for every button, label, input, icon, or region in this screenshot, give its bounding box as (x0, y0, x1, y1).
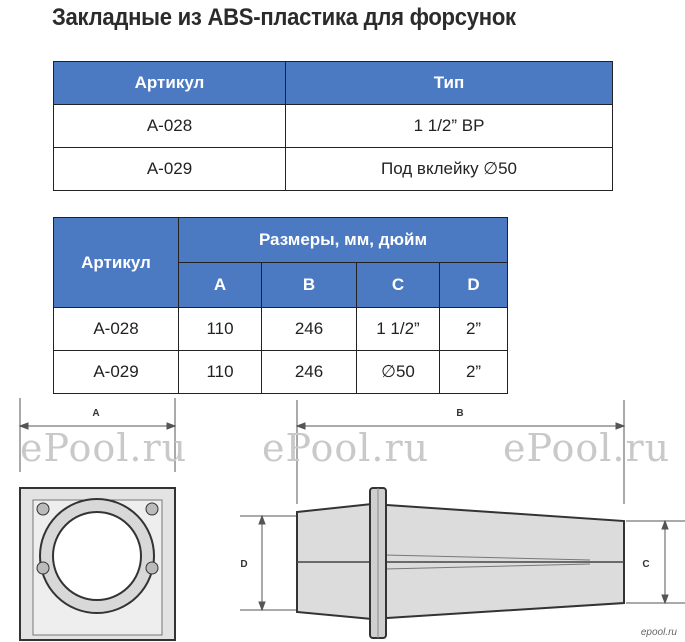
screw-hole-icon (37, 562, 49, 574)
watermark: ePool.ru (262, 426, 430, 470)
table-header-row (54, 218, 508, 263)
cell-a: 110 (179, 351, 262, 394)
watermark: ePool.ru (20, 426, 188, 470)
table-header-row (54, 62, 613, 105)
types-table (53, 61, 613, 191)
dimensions-table (53, 217, 508, 394)
column-header-c: C (357, 263, 440, 308)
cell-article: A-029 (54, 351, 179, 394)
watermark: ePool.ru (503, 426, 671, 470)
page-title: Закладные из ABS-пластика для форсунок (52, 4, 516, 31)
bore-circle (53, 512, 141, 600)
dimension-label-d: D (240, 559, 248, 570)
cell-article: A-028 (54, 308, 179, 351)
arrow-icon (662, 521, 668, 529)
arrow-icon (259, 516, 265, 524)
table-row (54, 148, 613, 191)
cell-d: 2” (440, 308, 508, 351)
cell-c: 1 1/2” (357, 308, 440, 351)
screw-hole-icon (37, 503, 49, 515)
cell-type: Под вклейку ∅50 (286, 148, 613, 191)
column-header-article: Артикул (54, 218, 179, 308)
table-row (54, 105, 613, 148)
screw-hole-icon (146, 562, 158, 574)
cell-article: A-029 (54, 148, 286, 191)
table-row (54, 351, 508, 394)
column-header-type: Тип (286, 62, 613, 105)
column-header-d: D (440, 263, 508, 308)
column-group-header-dimensions: Размеры, мм, дюйм (179, 218, 508, 263)
cell-d: 2” (440, 351, 508, 394)
screw-hole-icon (146, 503, 158, 515)
cell-article: A-028 (54, 105, 286, 148)
column-header-article: Артикул (54, 62, 286, 105)
cell-a: 110 (179, 308, 262, 351)
cell-type: 1 1/2” ВР (286, 105, 613, 148)
cell-b: 246 (262, 308, 357, 351)
arrow-icon (259, 602, 265, 610)
arrow-icon (662, 595, 668, 603)
column-header-a: A (179, 263, 262, 308)
table-row (54, 308, 508, 351)
cell-b: 246 (262, 351, 357, 394)
dimension-label-a: A (92, 408, 100, 419)
cell-c: ∅50 (357, 351, 440, 394)
dimension-label-c: C (642, 559, 650, 570)
corner-watermark: epool.ru (640, 627, 677, 638)
column-header-b: B (262, 263, 357, 308)
dimension-label-b: B (456, 408, 464, 419)
